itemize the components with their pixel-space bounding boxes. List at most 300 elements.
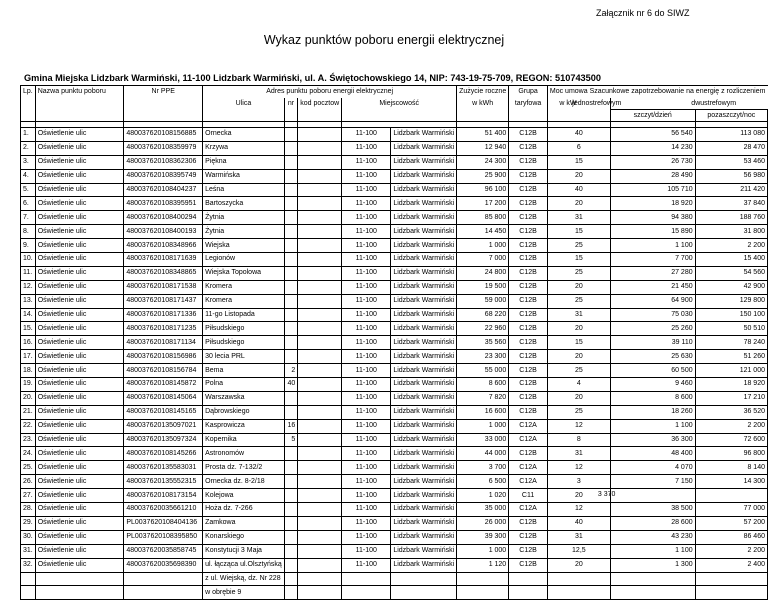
row-city: Lidzbark Warmiński — [391, 364, 457, 378]
row-lp: 24. — [21, 447, 36, 461]
row-ppe: 480037620035698390 — [124, 558, 203, 572]
row-single: 3 370 — [597, 491, 616, 499]
row-ppe: 480037620135583031 — [124, 461, 203, 475]
row-gap — [298, 225, 342, 239]
row-gap — [298, 530, 342, 544]
row-name: Oświetlenie ulic — [35, 516, 124, 530]
row-gap — [298, 197, 342, 211]
row-name: Oświetlenie ulic — [35, 391, 124, 405]
header-lp: Lp. — [21, 86, 36, 98]
row-night: 37 840 — [695, 197, 767, 211]
row-power: 8 — [547, 433, 610, 447]
row-ppe: 480037620108171639 — [124, 253, 203, 267]
row-gap — [298, 169, 342, 183]
row-gap — [298, 544, 342, 558]
row-group: C12B — [509, 128, 548, 142]
row-usage: 1 000 — [457, 544, 509, 558]
row-city: Lidzbark Warmiński — [391, 280, 457, 294]
row-power: 15 — [547, 336, 610, 350]
header-ppe: Nr PPE — [124, 86, 203, 98]
row-nr — [284, 294, 297, 308]
row-nr — [284, 405, 297, 419]
row-nr — [284, 266, 297, 280]
row-postal: 11-100 — [342, 336, 391, 350]
row-ppe: 480037620108400294 — [124, 211, 203, 225]
row-lp: 3. — [21, 155, 36, 169]
row-city: Lidzbark Warmiński — [391, 516, 457, 530]
empty-cell — [610, 586, 695, 600]
row-ppe: 480037620108171235 — [124, 322, 203, 336]
row-ppe: PL0037620108404136 — [124, 516, 203, 530]
row-group: C12A — [509, 461, 548, 475]
table-row — [21, 489, 768, 503]
row-city: Lidzbark Warmiński — [391, 433, 457, 447]
empty-cell — [610, 572, 695, 586]
empty-cell — [21, 586, 36, 600]
table-row — [21, 419, 768, 433]
row-postal: 11-100 — [342, 503, 391, 517]
row-gap — [298, 405, 342, 419]
row-postal: 11-100 — [342, 211, 391, 225]
row-power: 31 — [547, 211, 610, 225]
row-usage: 19 500 — [457, 280, 509, 294]
row-lp: 23. — [21, 433, 36, 447]
row-usage: 51 400 — [457, 128, 509, 142]
row-gap — [298, 433, 342, 447]
row-postal: 11-100 — [342, 558, 391, 572]
row-power: 12,5 — [547, 544, 610, 558]
row-nr — [284, 211, 297, 225]
header-estimate-label: Szacunkowe zapotrzebowanie na energię z rozliczeniem — [589, 88, 766, 96]
row-power: 25 — [547, 239, 610, 253]
empty-cell — [124, 586, 203, 600]
row-day: 36 300 — [610, 433, 695, 447]
row-lp: 6. — [21, 197, 36, 211]
row-group: C12B — [509, 364, 548, 378]
row-group: C12B — [509, 378, 548, 392]
row-postal: 11-100 — [342, 530, 391, 544]
row-group: C12B — [509, 544, 548, 558]
row-lp: 8. — [21, 225, 36, 239]
row-name: Oświetlenie ulic — [35, 128, 124, 142]
table-row — [21, 169, 768, 183]
row-gap — [298, 128, 342, 142]
row-day: 56 540 — [610, 128, 695, 142]
header-city: Miejscowość — [342, 98, 457, 110]
row-usage: 35 560 — [457, 336, 509, 350]
row-city: Lidzbark Warmiński — [391, 558, 457, 572]
page-title: Wykaz punktów poboru energii elektrycznej — [263, 33, 505, 47]
row-street: Piękna — [203, 155, 285, 169]
row-nr — [284, 530, 297, 544]
table-row — [21, 197, 768, 211]
row-night: 28 470 — [695, 141, 767, 155]
empty-cell — [457, 572, 509, 586]
header-estimate — [547, 86, 767, 98]
row-postal: 11-100 — [342, 350, 391, 364]
row-street: Żytnia — [203, 211, 285, 225]
row-postal: 11-100 — [342, 378, 391, 392]
row-nr — [284, 475, 297, 489]
row-usage: 96 100 — [457, 183, 509, 197]
row-day: 28 600 — [610, 516, 695, 530]
row-nr — [284, 447, 297, 461]
row-name: Oświetlenie ulic — [35, 378, 124, 392]
row-postal: 11-100 — [342, 391, 391, 405]
row-street: Astronomów — [203, 447, 285, 461]
table-row — [21, 308, 768, 322]
row-power: 15 — [547, 155, 610, 169]
row-name: Oświetlenie ulic — [35, 544, 124, 558]
row-postal: 11-100 — [342, 419, 391, 433]
row-street: Kromera — [203, 280, 285, 294]
row-ppe: 480037620108404237 — [124, 183, 203, 197]
row-power: 20 — [547, 391, 610, 405]
row-name: Oświetlenie ulic — [35, 225, 124, 239]
table-row — [21, 266, 768, 280]
row-lp: 9. — [21, 239, 36, 253]
row-lp: 25. — [21, 461, 36, 475]
row-name: Oświetlenie ulic — [35, 155, 124, 169]
row-postal: 11-100 — [342, 183, 391, 197]
row-name: Oświetlenie ulic — [35, 405, 124, 419]
row-lp: 17. — [21, 350, 36, 364]
row-name: Oświetlenie ulic — [35, 211, 124, 225]
row-night — [695, 489, 767, 503]
empty-cell — [342, 586, 391, 600]
row-street: Wiejska Topolowa — [203, 266, 285, 280]
row-city: Lidzbark Warmiński — [391, 378, 457, 392]
row-usage: 17 200 — [457, 197, 509, 211]
row-day: 48 400 — [610, 447, 695, 461]
row-ppe: 480037620108156784 — [124, 364, 203, 378]
row-group: C12B — [509, 280, 548, 294]
row-street: 11-go Listopada — [203, 308, 285, 322]
row-ppe: 480037620108348966 — [124, 239, 203, 253]
header-power: Moc umowa — [549, 88, 588, 96]
row-day: 28 490 — [610, 169, 695, 183]
row-name: Oświetlenie ulic — [35, 558, 124, 572]
row-day: 1 100 — [610, 544, 695, 558]
row-street: Polna — [203, 378, 285, 392]
row-gap — [298, 516, 342, 530]
row-night: 18 920 — [695, 378, 767, 392]
table-row — [21, 447, 768, 461]
row-group: C11 — [509, 489, 548, 503]
row-nr — [284, 197, 297, 211]
row-usage: 33 000 — [457, 433, 509, 447]
table-row — [21, 350, 768, 364]
row-name: Oświetlenie ulic — [35, 419, 124, 433]
header-group: Grupa — [509, 86, 548, 98]
row-street: Ornecka dz. 8-2/18 — [203, 475, 285, 489]
header-power-unit: w kW — [559, 100, 577, 107]
row-nr — [284, 225, 297, 239]
row-name: Oświetlenie ulic — [35, 447, 124, 461]
table-row — [21, 155, 768, 169]
row-lp: 20. — [21, 391, 36, 405]
row-group: C12B — [509, 405, 548, 419]
header-address: Adres punktu poboru energii elektrycznej — [203, 86, 457, 98]
row-group: C12B — [509, 253, 548, 267]
row-day: 4 070 — [610, 461, 695, 475]
row-nr — [284, 141, 297, 155]
row-city: Lidzbark Warmiński — [391, 336, 457, 350]
row-usage: 24 800 — [457, 266, 509, 280]
row-usage: 35 000 — [457, 503, 509, 517]
row-street-continuation: z ul. Wiejską, dz. Nr 228 — [203, 572, 285, 586]
table-row — [21, 225, 768, 239]
row-city: Lidzbark Warmiński — [391, 141, 457, 155]
row-lp: 30. — [21, 530, 36, 544]
table-row — [21, 336, 768, 350]
row-usage: 22 960 — [457, 322, 509, 336]
row-night: 72 600 — [695, 433, 767, 447]
row-street: Kopernika — [203, 433, 285, 447]
row-power: 31 — [547, 447, 610, 461]
row-postal: 11-100 — [342, 433, 391, 447]
row-postal: 11-100 — [342, 266, 391, 280]
row-group: C12B — [509, 294, 548, 308]
row-nr: 2 — [284, 364, 297, 378]
empty-cell — [509, 586, 548, 600]
row-usage: 1 000 — [457, 419, 509, 433]
row-postal: 11-100 — [342, 253, 391, 267]
row-group: C12B — [509, 155, 548, 169]
row-postal: 11-100 — [342, 128, 391, 142]
row-usage: 7 000 — [457, 253, 509, 267]
row-group: C12B — [509, 322, 548, 336]
row-city: Lidzbark Warmiński — [391, 294, 457, 308]
row-gap — [298, 447, 342, 461]
row-city: Lidzbark Warmiński — [391, 183, 457, 197]
row-lp: 19. — [21, 378, 36, 392]
row-street: Ornecka — [203, 128, 285, 142]
row-usage: 39 300 — [457, 530, 509, 544]
row-power: 20 — [547, 169, 610, 183]
row-usage: 24 300 — [457, 155, 509, 169]
row-postal: 11-100 — [342, 544, 391, 558]
row-night: 56 980 — [695, 169, 767, 183]
row-name: Oświetlenie ulic — [35, 489, 124, 503]
row-group: C12B — [509, 225, 548, 239]
header-usage: Zużycie roczne — [457, 86, 509, 98]
row-gap — [298, 253, 342, 267]
table-row — [21, 280, 768, 294]
row-gap — [298, 141, 342, 155]
row-ppe: 480037620108171538 — [124, 280, 203, 294]
row-power: 31 — [547, 308, 610, 322]
row-power: 4 — [547, 378, 610, 392]
row-gap — [298, 419, 342, 433]
row-day: 21 450 — [610, 280, 695, 294]
row-power: 25 — [547, 266, 610, 280]
row-ppe: 480037620035661210 — [124, 503, 203, 517]
row-night: 96 800 — [695, 447, 767, 461]
row-gap — [298, 391, 342, 405]
row-nr — [284, 169, 297, 183]
row-night: 188 760 — [695, 211, 767, 225]
row-postal: 11-100 — [342, 225, 391, 239]
row-power: 12 — [547, 503, 610, 517]
row-gap — [298, 350, 342, 364]
row-night: 2 400 — [695, 558, 767, 572]
row-day: 18 920 — [610, 197, 695, 211]
empty-cell — [457, 586, 509, 600]
row-city: Lidzbark Warmiński — [391, 405, 457, 419]
empty-cell — [342, 572, 391, 586]
row-city: Lidzbark Warmiński — [391, 322, 457, 336]
row-name: Oświetlenie ulic — [35, 350, 124, 364]
row-name: Oświetlenie ulic — [35, 461, 124, 475]
row-usage: 55 000 — [457, 364, 509, 378]
row-group: C12B — [509, 183, 548, 197]
header-dual-label: dwustrefowym — [691, 99, 737, 107]
row-postal: 11-100 — [342, 239, 391, 253]
row-lp: 31. — [21, 544, 36, 558]
row-night: 2 200 — [695, 544, 767, 558]
row-gap — [298, 475, 342, 489]
row-night: 50 510 — [695, 322, 767, 336]
row-city: Lidzbark Warmiński — [391, 308, 457, 322]
empty-cell — [298, 572, 342, 586]
row-gap — [298, 558, 342, 572]
row-day: 8 600 — [610, 391, 695, 405]
row-ppe: 480037620108145266 — [124, 447, 203, 461]
row-night: 42 900 — [695, 280, 767, 294]
row-lp: 21. — [21, 405, 36, 419]
row-group: C12B — [509, 391, 548, 405]
row-day: 1 300 — [610, 558, 695, 572]
empty-cell — [35, 572, 124, 586]
row-postal: 11-100 — [342, 294, 391, 308]
row-power: 15 — [547, 253, 610, 267]
table-row — [21, 503, 768, 517]
row-power: 12 — [547, 461, 610, 475]
table-row — [21, 211, 768, 225]
row-day: 15 890 — [610, 225, 695, 239]
row-ppe: 480037620108362306 — [124, 155, 203, 169]
row-ppe: 480037620108359979 — [124, 141, 203, 155]
row-name: Oświetlenie ulic — [35, 336, 124, 350]
header-dual — [572, 98, 767, 110]
row-city: Lidzbark Warmiński — [391, 266, 457, 280]
row-name: Oświetlenie ulic — [35, 364, 124, 378]
row-group: C12B — [509, 266, 548, 280]
row-gap — [298, 489, 342, 503]
row-group: C12B — [509, 558, 548, 572]
row-power: 15 — [547, 225, 610, 239]
row-power: 3 — [547, 475, 610, 489]
row-city: Lidzbark Warmiński — [391, 447, 457, 461]
attachment-note: Załącznik nr 6 do SIWZ — [596, 8, 690, 18]
row-group: C12B — [509, 211, 548, 225]
empty-cell — [391, 572, 457, 586]
row-group: C12B — [509, 336, 548, 350]
row-name: Oświetlenie ulic — [35, 266, 124, 280]
row-night: 54 560 — [695, 266, 767, 280]
row-power: 20 3 370 — [547, 489, 610, 503]
row-street: Piłsudskiego — [203, 336, 285, 350]
row-name: Oświetlenie ulic — [35, 169, 124, 183]
row-ppe: 480037620108156986 — [124, 350, 203, 364]
row-nr — [284, 322, 297, 336]
row-lp: 27. — [21, 489, 36, 503]
header-nr: nr — [284, 98, 297, 110]
row-street: Prosta dz. 7-132/2 — [203, 461, 285, 475]
table-row — [21, 128, 768, 142]
row-night: 2 200 — [695, 239, 767, 253]
row-power: 6 — [547, 141, 610, 155]
row-usage: 59 000 — [457, 294, 509, 308]
table-row — [21, 391, 768, 405]
row-nr — [284, 308, 297, 322]
row-lp: 18. — [21, 364, 36, 378]
empty-cell — [695, 572, 767, 586]
row-street: Konarskiego — [203, 530, 285, 544]
table-row — [21, 239, 768, 253]
row-ppe: 480037620135097324 — [124, 433, 203, 447]
row-ppe: 480037620108171437 — [124, 294, 203, 308]
row-city: Lidzbark Warmiński — [391, 544, 457, 558]
row-day: 7 150 — [610, 475, 695, 489]
row-street: Piłsudskiego — [203, 322, 285, 336]
table-row — [21, 141, 768, 155]
table-row — [21, 322, 768, 336]
row-name: Oświetlenie ulic — [35, 183, 124, 197]
row-street: Wiejska — [203, 239, 285, 253]
empty-cell — [21, 572, 36, 586]
row-street: Kromera — [203, 294, 285, 308]
row-night: 78 240 — [695, 336, 767, 350]
table-row — [21, 183, 768, 197]
row-night: 14 300 — [695, 475, 767, 489]
row-street: Bartoszycka — [203, 197, 285, 211]
row-city: Lidzbark Warmiński — [391, 461, 457, 475]
row-night: 51 260 — [695, 350, 767, 364]
table-row — [21, 405, 768, 419]
row-postal: 11-100 — [342, 169, 391, 183]
row-gap — [298, 294, 342, 308]
empty-cell — [284, 572, 297, 586]
row-nr — [284, 183, 297, 197]
row-city: Lidzbark Warmiński — [391, 225, 457, 239]
row-postal: 11-100 — [342, 405, 391, 419]
row-gap — [298, 183, 342, 197]
row-street: Dąbrowskiego — [203, 405, 285, 419]
row-lp: 28. — [21, 503, 36, 517]
empty-cell — [298, 586, 342, 600]
municipality-header: Gmina Miejska Lidzbark Warmiński, 11-100 Lidzbark Warmiński, ul. A. Świętochowskiego 14, NIP: 743-19-75-709, REGON: 510743500 — [24, 73, 601, 83]
row-ppe: 480037620035858745 — [124, 544, 203, 558]
row-city: Lidzbark Warmiński — [391, 419, 457, 433]
row-lp: 4. — [21, 169, 36, 183]
row-power: 40 — [547, 183, 610, 197]
row-day: 94 380 — [610, 211, 695, 225]
header-usage-unit: w kWh — [457, 98, 509, 110]
row-lp: 16. — [21, 336, 36, 350]
row-gap — [298, 211, 342, 225]
row-lp: 12. — [21, 280, 36, 294]
row-day: 26 730 — [610, 155, 695, 169]
row-gap — [298, 336, 342, 350]
header-street: Ulica — [203, 98, 285, 110]
header-group-sub: taryfowa — [509, 98, 548, 110]
row-usage: 16 600 — [457, 405, 509, 419]
row-power: 25 — [547, 294, 610, 308]
row-night: 121 000 — [695, 364, 767, 378]
row-name: Oświetlenie ulic — [35, 197, 124, 211]
